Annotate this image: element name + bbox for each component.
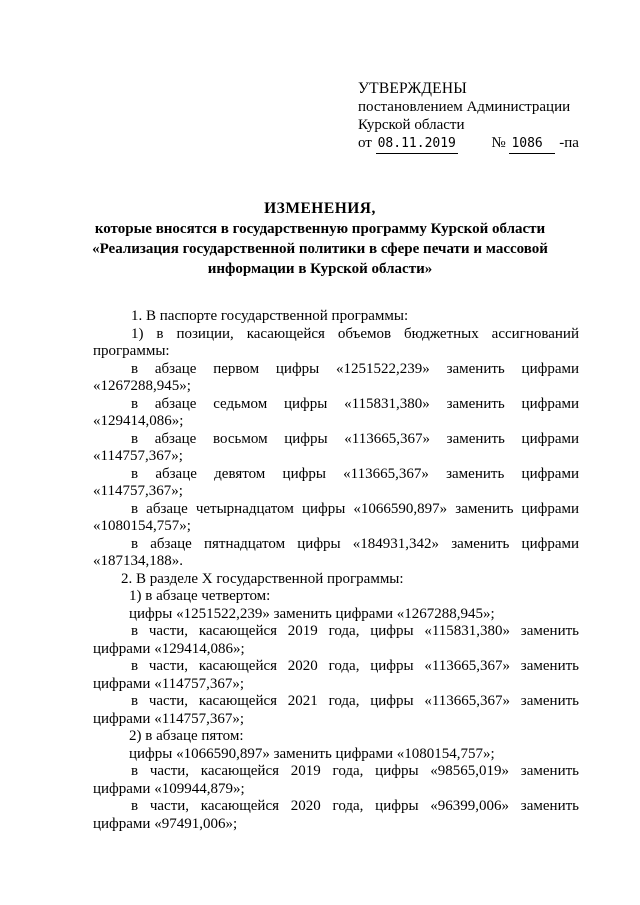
body-line: «129414,086»; — [93, 413, 184, 429]
body-line: «187134,188». — [93, 553, 183, 569]
body-line: в абзаце девятом цифры «113665,367» заменить цифрами — [131, 465, 579, 482]
body-line: в части, касающейся 2019 года, цифры «115831,380» заменить — [131, 623, 579, 639]
body-line: в абзаце пятнадцатом цифры «184931,342» заменить цифрами — [131, 535, 579, 552]
body-line: 1. В паспорте государственной программы: — [131, 308, 409, 324]
body-line: цифрами «129414,086»; — [93, 640, 245, 657]
body-line: 2) в абзаце пятом: — [129, 728, 244, 744]
body-line: «114757,367»; — [93, 448, 183, 464]
body-line: в части, касающейся 2020 года, цифры «113665,367» заменить — [131, 658, 579, 674]
document-body — [93, 308, 579, 833]
body-line: цифрами «114757,367»; — [93, 710, 245, 727]
heading-line-3: «Реализация государственной политики в сфере печати и массовой — [92, 241, 548, 257]
body-line: 1) в абзаце четвертом: — [129, 588, 271, 604]
body-line: в абзаце первом цифры «1251522,239» заменить цифрами — [131, 360, 579, 377]
body-line: 2. В разделе X государственной программы: — [121, 570, 404, 587]
body-line: в абзаце восьмом цифры «113665,367» заменить цифрами — [131, 430, 579, 447]
body-line: цифры «1066590,897» заменить цифрами «1080154,757»; — [129, 745, 495, 762]
body-line: в абзаце седьмом цифры «115831,380» заменить цифрами — [131, 395, 579, 412]
heading-line-2: которые вносятся в государственную программу Курской области — [94, 221, 546, 237]
body-line: цифры «1251522,239» заменить цифрами «1267288,945»; — [129, 605, 495, 622]
body-line: программы: — [93, 343, 170, 359]
approval-stamp — [358, 80, 579, 154]
from-label: от — [358, 135, 372, 151]
heading-title: ИЗМЕНЕНИЯ, — [264, 200, 376, 217]
body-line: цифрами «114757,367»; — [93, 675, 245, 692]
number-suffix: -па — [559, 135, 579, 151]
body-line: цифрами «109944,879»; — [93, 780, 245, 797]
body-line: цифрами «97491,006»; — [93, 815, 238, 832]
approval-title: УТВЕРЖДЕНЫ — [358, 80, 467, 97]
body-line: в части, касающейся 2021 года, цифры «113665,367» заменить — [131, 693, 579, 709]
body-line: «114757,367»; — [93, 483, 183, 499]
body-line: в абзаце четырнадцатом цифры «1066590,897» заменить цифрами — [131, 500, 579, 517]
approval-date: 08.11.2019 — [376, 135, 458, 154]
body-line: 1) в позиции, касающейся объемов бюджетных ассигнований — [131, 325, 579, 342]
approval-number: 1086 — [509, 135, 555, 154]
number-label: № — [491, 135, 506, 151]
document-heading — [60, 199, 580, 279]
approval-authority: постановлением Администрации — [358, 99, 571, 115]
approval-date-line — [358, 134, 579, 154]
body-line: в части, касающейся 2020 года, цифры «96399,006» заменить — [131, 798, 579, 814]
body-line: в части, касающейся 2019 года, цифры «98565,019» заменить — [131, 763, 579, 779]
approval-region: Курской области — [358, 117, 465, 133]
body-line: «1080154,757»; — [93, 518, 191, 534]
body-line: «1267288,945»; — [93, 378, 191, 394]
heading-line-4: информации в Курской области» — [207, 261, 433, 277]
